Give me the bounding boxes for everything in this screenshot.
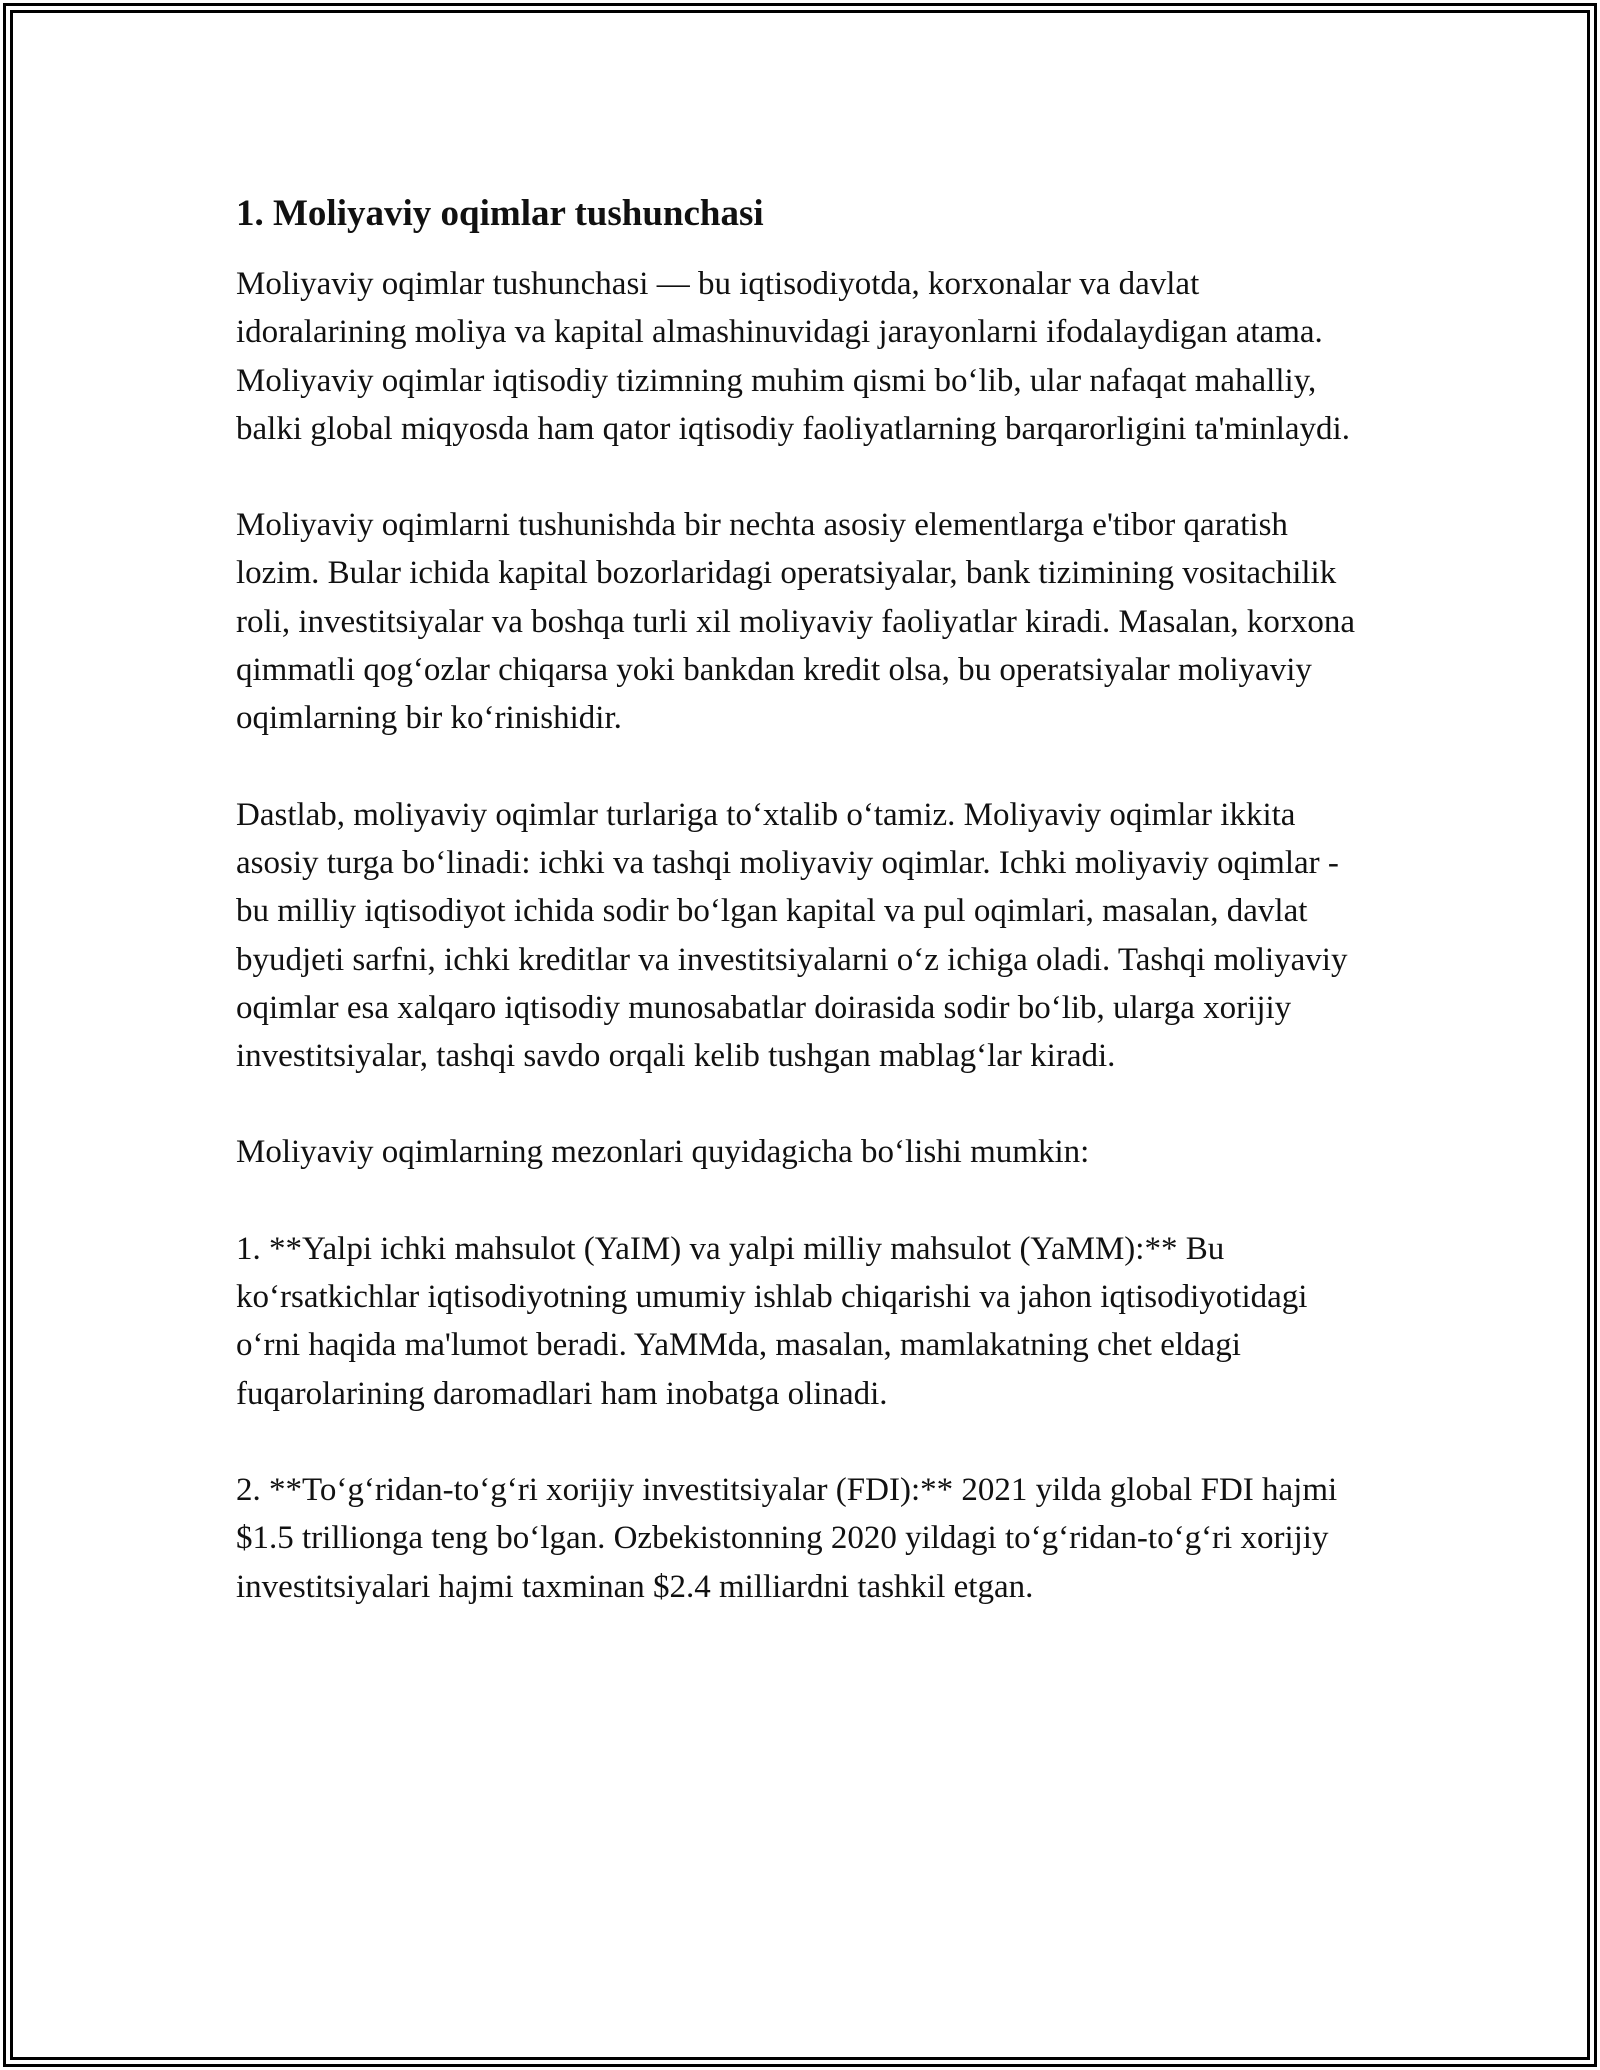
paragraph-elements: Moliyaviy oqimlarni tushunishda bir nechta asosiy elementlarga e'tibor qaratish lozim. Bular ichida kapital bozorlaridagi operatsiyalar, bank tizimining vositachilik roli, investitsiyalar va boshqa turli xil moliyaviy faoliyatlar kiradi. Masalan, korxona qimmatli qog‘ozlar chiqarsa yoki bankdan kredit olsa, bu operatsiyalar moliyaviy oqimlarning bir ko‘rinishidir. — [236, 507, 1355, 737]
section-heading: 1. Moliyaviy oqimlar tushunchasi — [236, 193, 764, 234]
list-item-fdi: 2. **To‘g‘ridan-to‘g‘ri xorijiy investitsiyalar (FDI):** 2021 yilda global FDI hajmi $1.5 trillionga teng bo‘lgan. Ozbekistonning 2020 yildagi to‘g‘ridan-to‘g‘ri xorijiy investitsiyalari hajmi taxminan $2.4 milliardni tashkil etgan. — [236, 1471, 1338, 1605]
paragraph-criteria-intro: Moliyaviy oqimlarning mezonlari quyidagicha bo‘lishi mumkin: — [236, 1134, 1090, 1171]
document-body — [236, 186, 1366, 1611]
paragraph-definition: Moliyaviy oqimlar tushunchasi — bu iqtisodiyotda, korxonalar va davlat idoralarining moliya va kapital almashinuvidagi jarayonlarni ifodalaydigan atama. Moliyaviy oqimlar iqtisodiy tizimning muhim qismi bo‘lib, ular nafaqat mahalliy, balki global miqyosda ham qator iqtisodiy faoliyatlarning barqarorligini ta'minlaydi. — [236, 266, 1350, 447]
list-item-gdp: 1. **Yalpi ichki mahsulot (YaIM) va yalpi milliy mahsulot (YaMM):** Bu ko‘rsatkichlar iqtisodiyotning umumiy ishlab chiqarishi va jahon iqtisodiyotidagi o‘rni haqida ma'lumot beradi. YaMMda, masalan, mamlakatning chet eldagi fuqarolarining daromadlari ham inobatga olinadi. — [236, 1230, 1308, 1412]
paragraph-types: Dastlab, moliyaviy oqimlar turlariga to‘xtalib o‘tamiz. Moliyaviy oqimlar ikkita asosiy turga bo‘linadi: ichki va tashqi moliyaviy oqimlar. Ichki moliyaviy oqimlar - bu milliy iqtisodiyot ichida sodir bo‘lgan kapital va pul oqimlari, masalan, davlat byudjeti sarfni, ichki kreditlar va investitsiyalarni o‘z ichiga oladi. Tashqi moliyaviy oqimlar esa xalqaro iqtisodiy munosabatlar doirasida sodir bo‘lib, ularga xorijiy investitsiyalar, tashqi savdo orqali kelib tushgan mablag‘lar kiradi. — [236, 796, 1348, 1075]
